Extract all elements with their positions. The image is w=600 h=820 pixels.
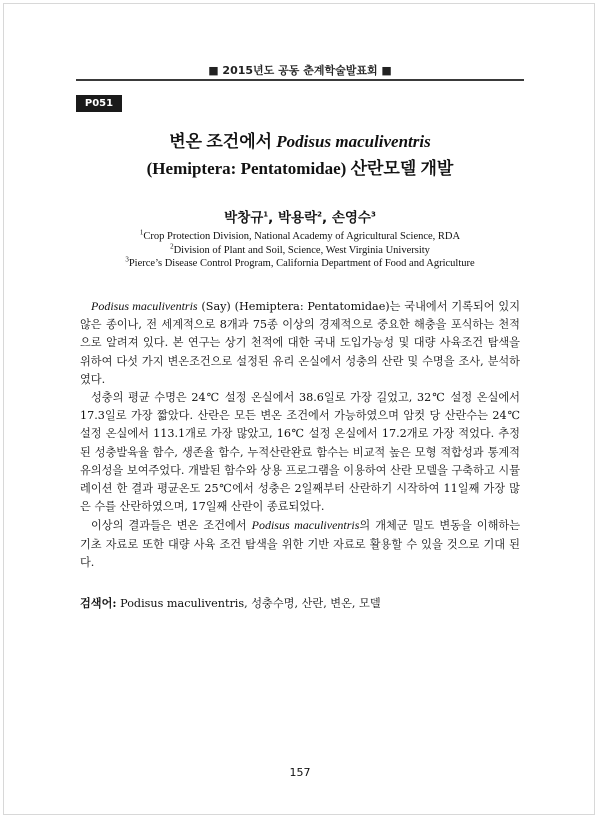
- keywords-label: 검색어:: [80, 596, 117, 610]
- abstract-body: [80, 297, 520, 572]
- title-line-1: [60, 128, 540, 155]
- affil-mark: 2: [170, 242, 174, 250]
- paper-title: [60, 128, 540, 182]
- title-species: Podisus maculiventris: [276, 132, 431, 151]
- author-list: [60, 206, 540, 226]
- title-line-2: (Hemiptera: Pentatomidae) 산란모델 개발: [146, 159, 454, 178]
- author-affil-mark: 2: [317, 210, 322, 219]
- keywords-text: Podisus maculiventris, 성충수명, 산란, 변온, 모델: [116, 597, 381, 610]
- author-separator: ,: [268, 210, 278, 226]
- affil-text: Crop Protection Division, National Academy of Agricultural Science, RDA: [143, 231, 461, 242]
- affiliation-list: [60, 230, 540, 271]
- author-name: 박용락: [278, 210, 318, 226]
- abstract-paragraph-3: [80, 516, 520, 572]
- paragraph-text: 이상의 결과들은 변온 조건에서: [91, 519, 252, 533]
- species-name: Podisus maculiventris: [251, 518, 360, 533]
- keywords-line: [80, 594, 520, 613]
- species-name: Podisus maculiventris: [91, 299, 198, 313]
- author-affil-mark: 1: [263, 210, 269, 219]
- author-name: 박창규: [224, 210, 264, 226]
- affil-mark: 3: [125, 255, 129, 264]
- affil-text: Pierce’s Disease Control Program, California Department of Food and Agriculture: [128, 258, 475, 269]
- author-affil-mark: 3: [370, 210, 376, 219]
- author-separator: ,: [322, 210, 332, 226]
- affiliation-line: [60, 230, 540, 244]
- affil-text: Division of Plant and Soil, Science, West Virginia University: [173, 244, 430, 256]
- paragraph-text: (Say) (Hemiptera: Pentatomidae)는 국내에서 기록되어 있지 않은 종이나, 전 세계적으로 8개과 75종 이상의 경제적으로 중요한 해충을 포식하는 천적으로 알려져 있다. 본 연구는 상기 천적에 대한 국내 도입가능성 및 대량 사육조건 탐색을 위하여 다섯 가지 변온조건으로 설정된 유리 온실에서 성충의 산란 및 수명을 조사, 분석하였다.: [80, 300, 521, 386]
- abstract-paragraph-1: [80, 297, 520, 389]
- affil-mark: 1: [139, 228, 144, 237]
- poster-id-badge: P051: [76, 95, 122, 112]
- page-number: 157: [289, 766, 311, 779]
- author-name: 손영수: [331, 210, 371, 226]
- title-prefix: 변온 조건에서: [169, 132, 277, 151]
- affiliation-line: [60, 244, 540, 258]
- paragraph-text: 의 개체군 밀도 변동을 이해하는 기초 자료로 또한 대량 사육 조건 탐색을 위한 기반 자료로 활용할 수 있을 것으로 기대 된다.: [80, 519, 521, 569]
- conference-header: ■ 2015년도 공동 춘계학술발표회 ■: [208, 64, 392, 77]
- header-divider: [76, 79, 524, 81]
- abstract-paragraph-2: 성충의 평균 수명은 24℃ 설정 온실에서 38.6일로 가장 길었고, 32℃ 설정 온실에서 17.3일로 가장 짧았다. 산란은 모든 변온 조건에서 가능하였으며 암컷 당 산란수는 24℃ 설정 온실에서 113.1개로 가장 많았고, 16℃ 설정 온실에서 17.2개로 가장 적었다. 추정된 성충발육율 함수, 생존율 함수, 누적산란완료 함수는 비교적 높은 모형 적합성과 통계적 유의성을 보여주었다. 개발된 함수와 상용 프로그램을 이용하여 산란 모델을 구축하고 시뮬레이션 한 결과 평균온도 25℃에서 성충은 2일째부터 산란하기 시작하여 11일째 가장 많은 수를 산란하였으며, 17일째 산란이 종료되었다.: [80, 391, 520, 514]
- affiliation-line: [60, 257, 540, 271]
